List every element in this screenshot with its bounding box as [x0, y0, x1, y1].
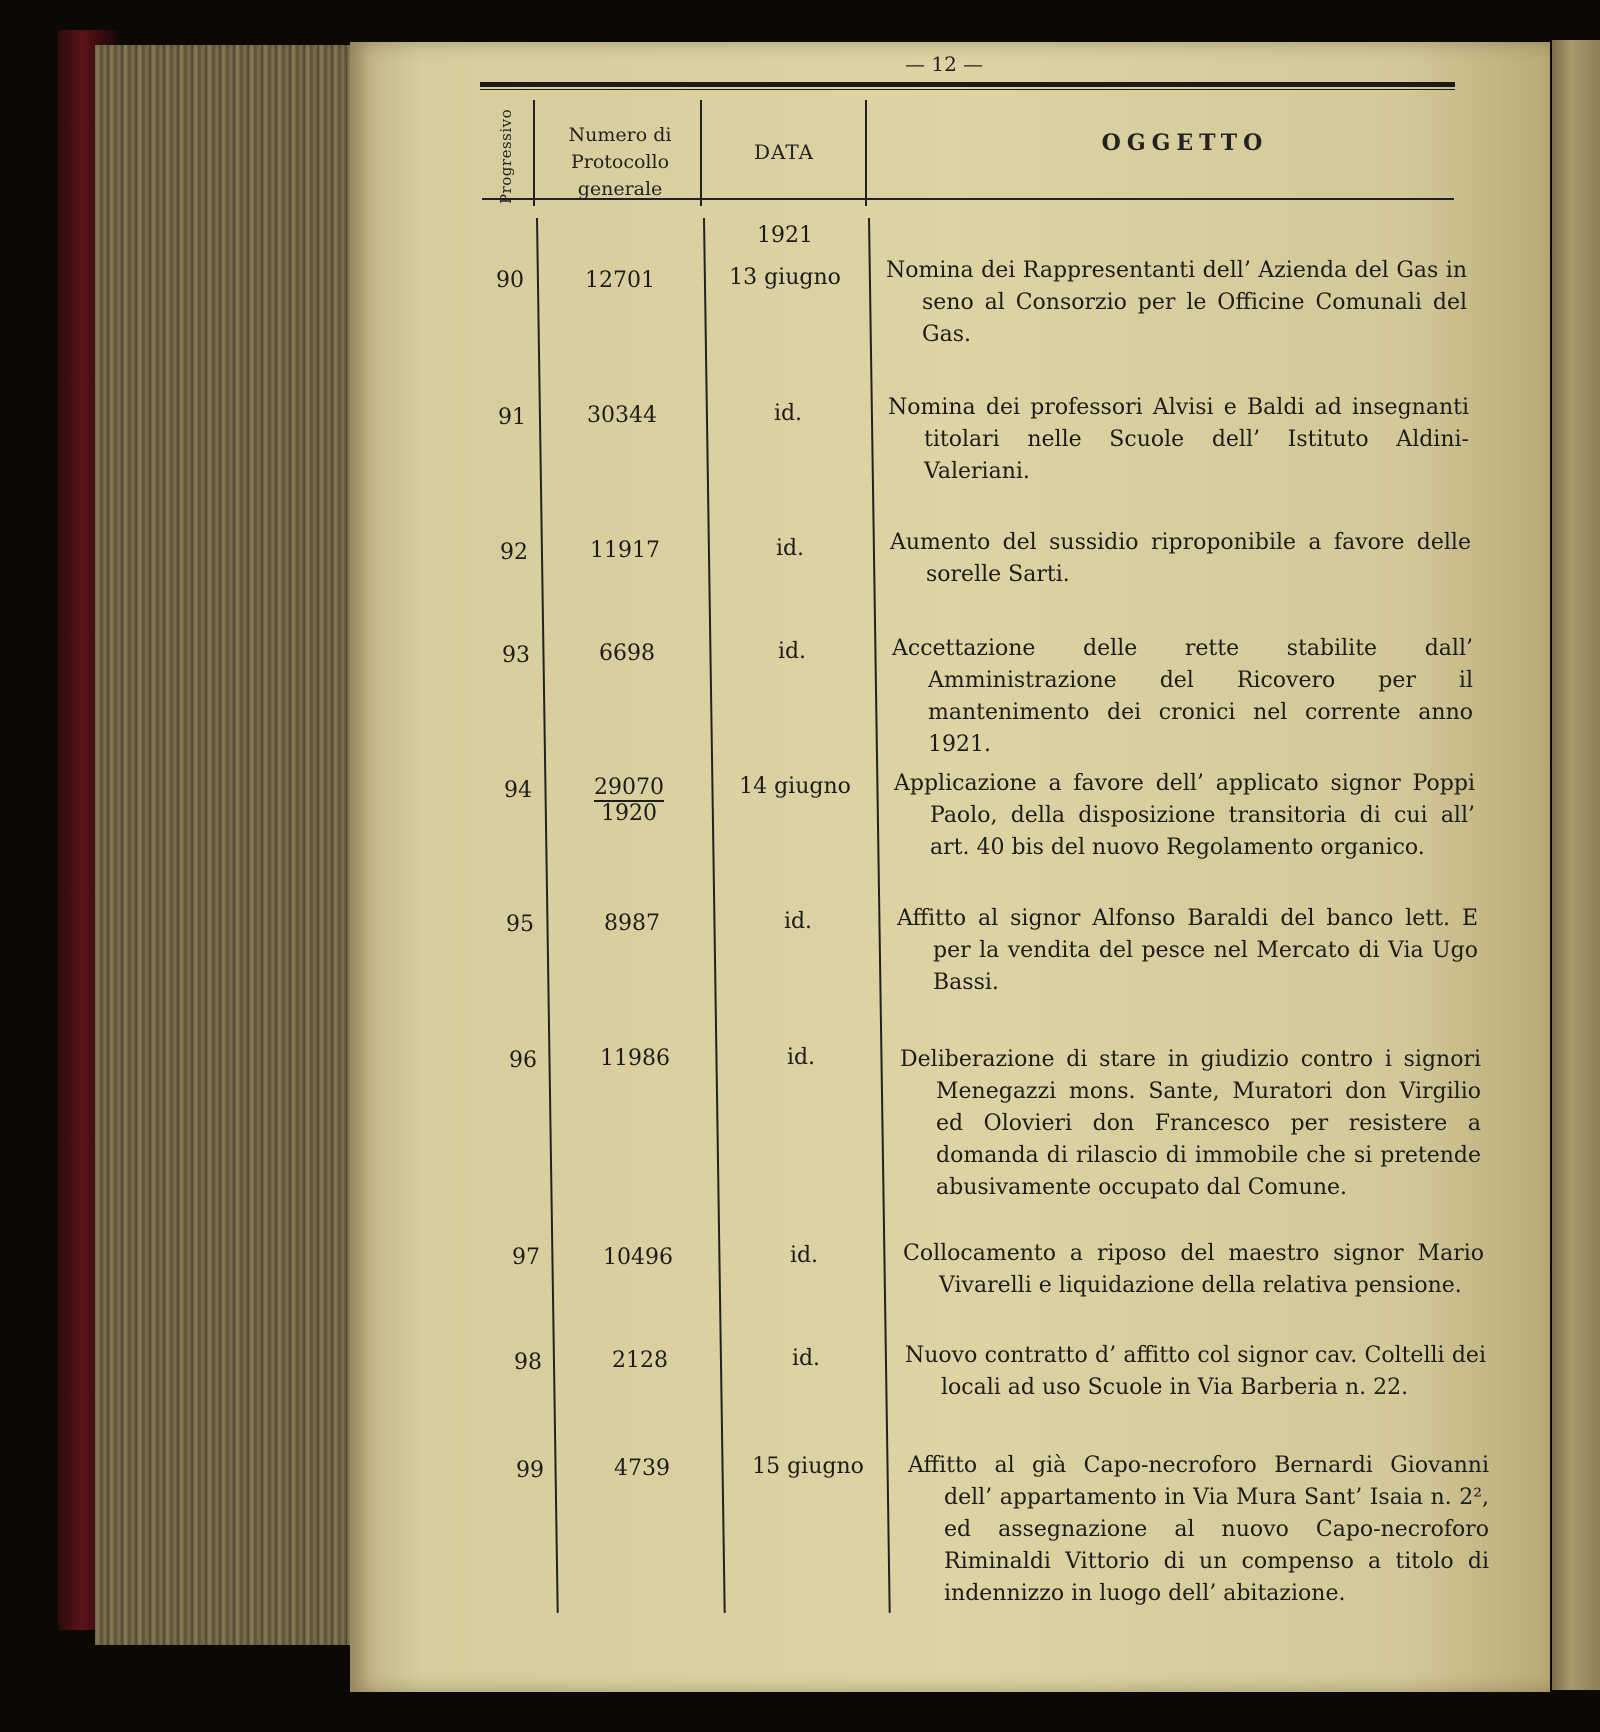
facing-page-edge — [1552, 40, 1600, 1690]
row-progressivo: 95 — [506, 912, 534, 937]
header-divider — [533, 100, 535, 206]
row-protocol-number: 12701 — [585, 268, 655, 293]
header-numero-protocollo: Numero di Protocollo generale — [568, 124, 672, 200]
row-progressivo: 92 — [500, 540, 528, 565]
row-progressivo: 93 — [502, 643, 530, 668]
row-date: 14 giugno — [739, 774, 851, 799]
row-protocol-number: 10496 — [603, 1245, 673, 1270]
header-oggetto: OGGETTO — [1101, 130, 1269, 156]
page-number: — 12 — — [905, 52, 984, 76]
row-date: id. — [783, 909, 813, 934]
row-date: 15 giugno — [752, 1454, 864, 1479]
page-edges — [95, 45, 355, 1645]
row-oggetto: Accettazione delle rette stabilite dall’ Amministrazione del Ricovero per il mantenimento dei cronici nel corrente anno 1921. — [892, 636, 1473, 757]
header-data: DATA — [753, 140, 815, 164]
row-date: 13 giugno — [729, 265, 841, 290]
row-protocol-number: 4739 — [614, 1456, 670, 1481]
top-rule — [480, 82, 1455, 87]
header-divider — [865, 100, 867, 206]
row-protocol-number: 30344 — [587, 403, 657, 428]
protocol-number-numerator: 29070 — [594, 775, 664, 800]
row-oggetto: Applicazione a favore dell’ applicato signor Poppi Paolo, della disposizione transitoria di cui all’ art. 40 bis del nuovo Regolamento organico. — [894, 771, 1475, 860]
row-progressivo: 98 — [514, 1350, 542, 1375]
row-protocol-number: 2128 — [612, 1348, 668, 1373]
row-progressivo: 91 — [498, 405, 526, 430]
row-date: id. — [777, 639, 807, 664]
row-date: id. — [786, 1045, 816, 1070]
top-rule-thin — [480, 89, 1455, 90]
row-progressivo: 97 — [512, 1245, 540, 1270]
row-oggetto: Nuovo contratto d’ affitto col signor cav. Coltelli dei locali ad uso Scuole in Via Barberia n. 22. — [905, 1343, 1486, 1400]
row-protocol-number — [554, 776, 704, 826]
row-progressivo: 96 — [509, 1048, 537, 1073]
row-oggetto: Affitto al signor Alfonso Baraldi del banco lett. E per la vendita del pesce nel Mercato di Via Ugo Bassi. — [897, 906, 1478, 995]
header-divider — [700, 100, 702, 206]
row-oggetto: Nomina dei professori Alvisi e Baldi ad insegnanti titolari nelle Scuole dell’ Istituto Aldini-Valeriani. — [888, 395, 1469, 484]
row-progressivo: 94 — [504, 778, 532, 803]
row-date: id. — [789, 1243, 819, 1268]
year-label: 1921 — [757, 223, 813, 248]
row-protocol-number: 6698 — [599, 641, 655, 666]
row-protocol-number: 11917 — [590, 538, 660, 563]
row-progressivo: 99 — [516, 1458, 544, 1483]
row-oggetto: Affitto al già Capo-necroforo Bernardi Giovanni dell’ appartamento in Via Mura Sant’ Isaia n. 2², ed assegnazione al nuovo Capo-necroforo Riminaldi Vittorio di un compenso a titolo di indennizzo in luogo dell’ abitazione. — [908, 1453, 1489, 1606]
protocol-number-denominator: 1920 — [594, 800, 664, 826]
row-date: id. — [773, 401, 803, 426]
row-oggetto: Aumento del sussidio riproponibile a favore delle sorelle Sarti. — [890, 530, 1471, 587]
header-progressivo: Progressivo — [497, 108, 515, 204]
row-oggetto: Deliberazione di stare in giudizio contro i signori Menegazzi mons. Sante, Muratori don Virgilio ed Olovieri don Francesco per resistere a domanda di rilascio di immobile che si pretende abusivamente occupato dal Comune. — [900, 1047, 1481, 1200]
row-oggetto: Nomina dei Rappresentanti dell’ Azienda del Gas in seno al Consorzio per le Officine Comunali del Gas. — [886, 258, 1467, 347]
row-oggetto: Collocamento a riposo del maestro signor Mario Vivarelli e liquidazione della relativa pensione. — [903, 1241, 1484, 1298]
row-date: id. — [775, 536, 805, 561]
row-protocol-number: 8987 — [604, 911, 660, 936]
row-date: id. — [791, 1346, 821, 1371]
row-protocol-number: 11986 — [600, 1046, 670, 1071]
row-progressivo: 90 — [496, 268, 524, 293]
